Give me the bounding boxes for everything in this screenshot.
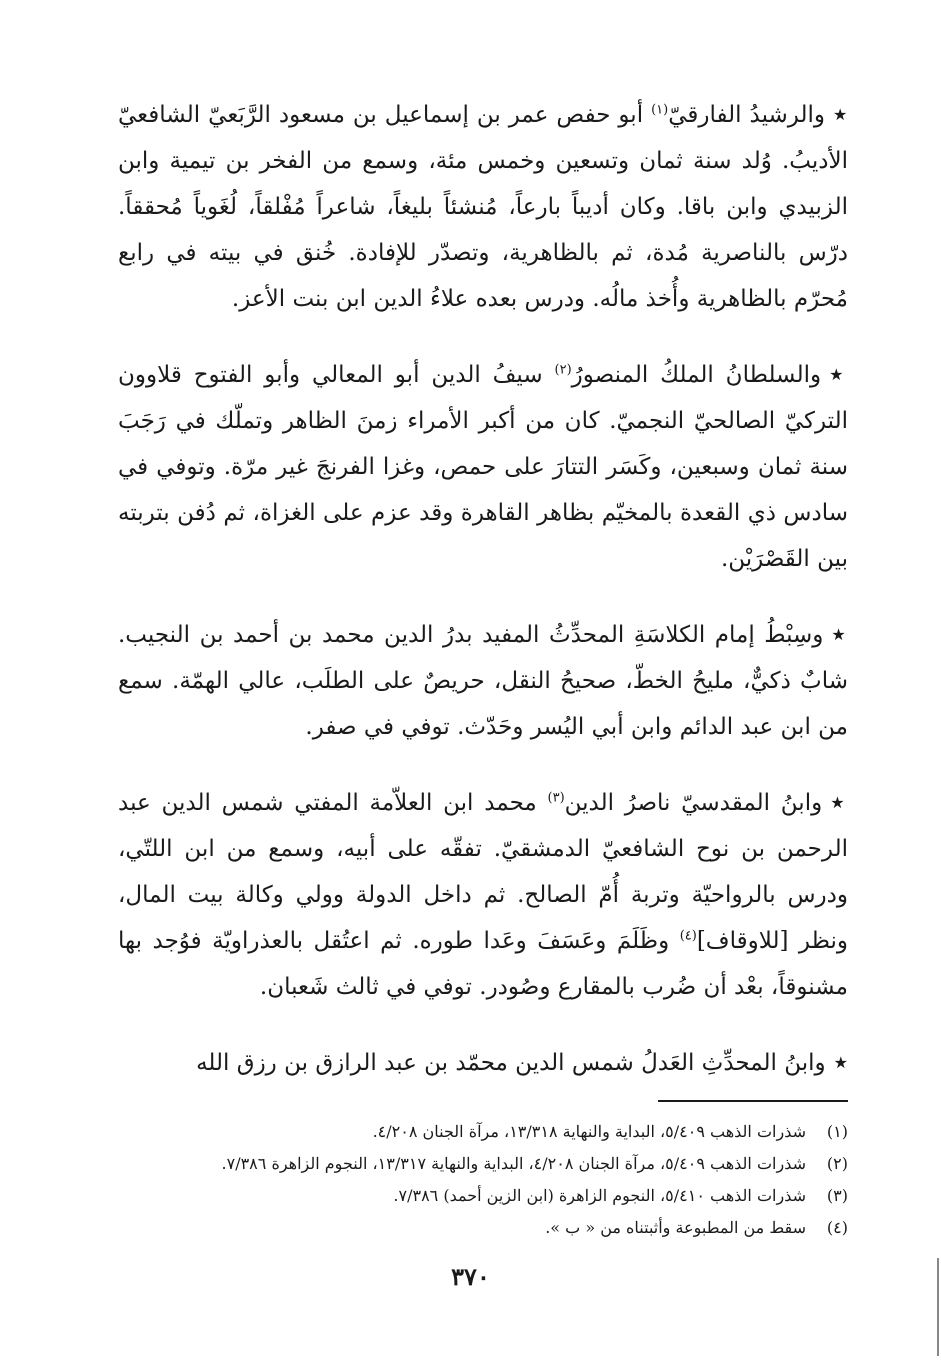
entry-4-text-start: وابنُ المقدسيّ ناصرُ الدين	[564, 790, 823, 816]
entry-1-text-start: والرشيدُ الفارقيّ	[668, 102, 825, 128]
entry-4-text-end: وظَلَمَ وعَسَفَ وعَدا طوره. ثم اعتُقل بالعذراويّة فوُجد بها مشنوقاً، بعْد أن ضُرب بالمقارع وصُودر. توفي في ثالث شَعبان.	[118, 928, 848, 1000]
footnote-ref-1[interactable]: (١)	[651, 102, 669, 118]
footnote-4	[118, 1212, 848, 1244]
page-body	[118, 92, 848, 1244]
footnote-text: سقط من المطبوعة وأثبتناه من « ب ».	[545, 1218, 806, 1237]
footnote-ref-4[interactable]: (٤)	[679, 928, 697, 944]
footnote-text: شذرات الذهب ٥/٤٠٩، مرآة الجنان ٤/٢٠٨، البداية والنهاية ١٣/٣١٧، النجوم الزاهرة ٧/٣٨٦.	[221, 1154, 806, 1173]
star-icon: ★	[829, 365, 848, 384]
biography-entry-4	[118, 780, 848, 1010]
biography-entry-5	[118, 1040, 848, 1086]
entry-1-text: أبو حفص عمر بن إسماعيل بن مسعود الرَّبَعيّ الشافعيّ الأديبُ. وُلد سنة ثمان وتسعين وخمس مئة، وسمع من الفخر بن تيمية وابن الزبيدي وابن باقا. وكان أديباً بارعاً، مُنشئاً بليغاً، شاعراً مُفْلقاً، لُغَوياً مُحققاً. درّس بالناصرية مُدة، ثم بالظاهرية، وتصدّر للإفادة. خُنق في بيته في رابع مُحرّم بالظاهرية وأُخذ مالُه. ودرس بعده علاءُ الدين ابن بنت الأعز.	[118, 102, 848, 312]
biography-entry-2	[118, 352, 848, 582]
star-icon: ★	[831, 625, 848, 644]
footnote-number: (٢)	[826, 1154, 848, 1173]
biography-entry-1	[118, 92, 848, 322]
star-icon: ★	[833, 105, 849, 124]
footnote-number: (١)	[826, 1122, 848, 1141]
footnote-text: شذرات الذهب ٥/٤١٠، النجوم الزاهرة (ابن الزين أحمد) ٧/٣٨٦.	[393, 1186, 806, 1205]
entry-2-text: سيفُ الدين أبو المعالي وأبو الفتوح قلاوون التركيّ الصالحيّ النجميّ. كان من أكبر الأمراء زمنَ الظاهر وتملّك في رَجَبَ سنة ثمان وسبعين، وكَسَر التتارَ على حمص، وغزا الفرنجَ غير مرّة. وتوفي في سادس ذي القعدة بالمخيّم بظاهر القاهرة وقد عزم على الغزاة، ثم دُفن بتربته بين القَصْرَيْن.	[118, 362, 848, 572]
biography-entry-3	[118, 612, 848, 750]
footnote-ref-3[interactable]: (٣)	[547, 790, 565, 806]
scan-edge-line	[937, 1258, 939, 1356]
footnote-3	[118, 1180, 848, 1212]
entry-3-text: وسِبْطُ إمام الكلاسَةِ المحدِّثُ المفيد بدرُ الدين محمد بن أحمد بن النجيب. شابٌ ذكيٌّ، مليحُ الخطّ، صحيحُ النقل، حريصٌ على الطلَب، عالي الهمّة. سمع من ابن عبد الدائم وابن أبي اليُسر وحَدّث. توفي في صفر.	[118, 622, 848, 740]
footnote-number: (٣)	[826, 1186, 848, 1205]
footnote-1	[118, 1116, 848, 1148]
footnote-ref-2[interactable]: (٢)	[554, 362, 572, 378]
footnotes	[118, 1116, 848, 1244]
footnote-separator	[658, 1100, 848, 1102]
star-icon: ★	[833, 1053, 848, 1072]
entry-4-text: محمد ابن العلاّمة المفتي شمس الدين عبد الرحمن بن نوح الشافعيّ الدمشقيّ. تفقّه على أبيه، وسمع من ابن اللتّي، ودرس بالرواحيّة وتربة أُمّ الصالح. ثم داخل الدولة وولي وكالة بيت المال، ونظر [للاوقاف]	[118, 790, 849, 954]
entry-5-text: وابنُ المحدِّثِ العَدلُ شمس الدين محمّد بن عبد الرازق بن رزق الله	[196, 1050, 826, 1076]
footnote-number: (٤)	[826, 1218, 848, 1237]
footnote-2	[118, 1148, 848, 1180]
page-number: ٣٧٠	[451, 1262, 490, 1291]
star-icon: ★	[830, 793, 848, 812]
entry-2-text-start: والسلطانُ الملكُ المنصورُ	[571, 362, 822, 388]
footnote-text: شذرات الذهب ٥/٤٠٩، البداية والنهاية ١٣/٣١٨، مرآة الجنان ٤/٢٠٨.	[372, 1122, 806, 1141]
